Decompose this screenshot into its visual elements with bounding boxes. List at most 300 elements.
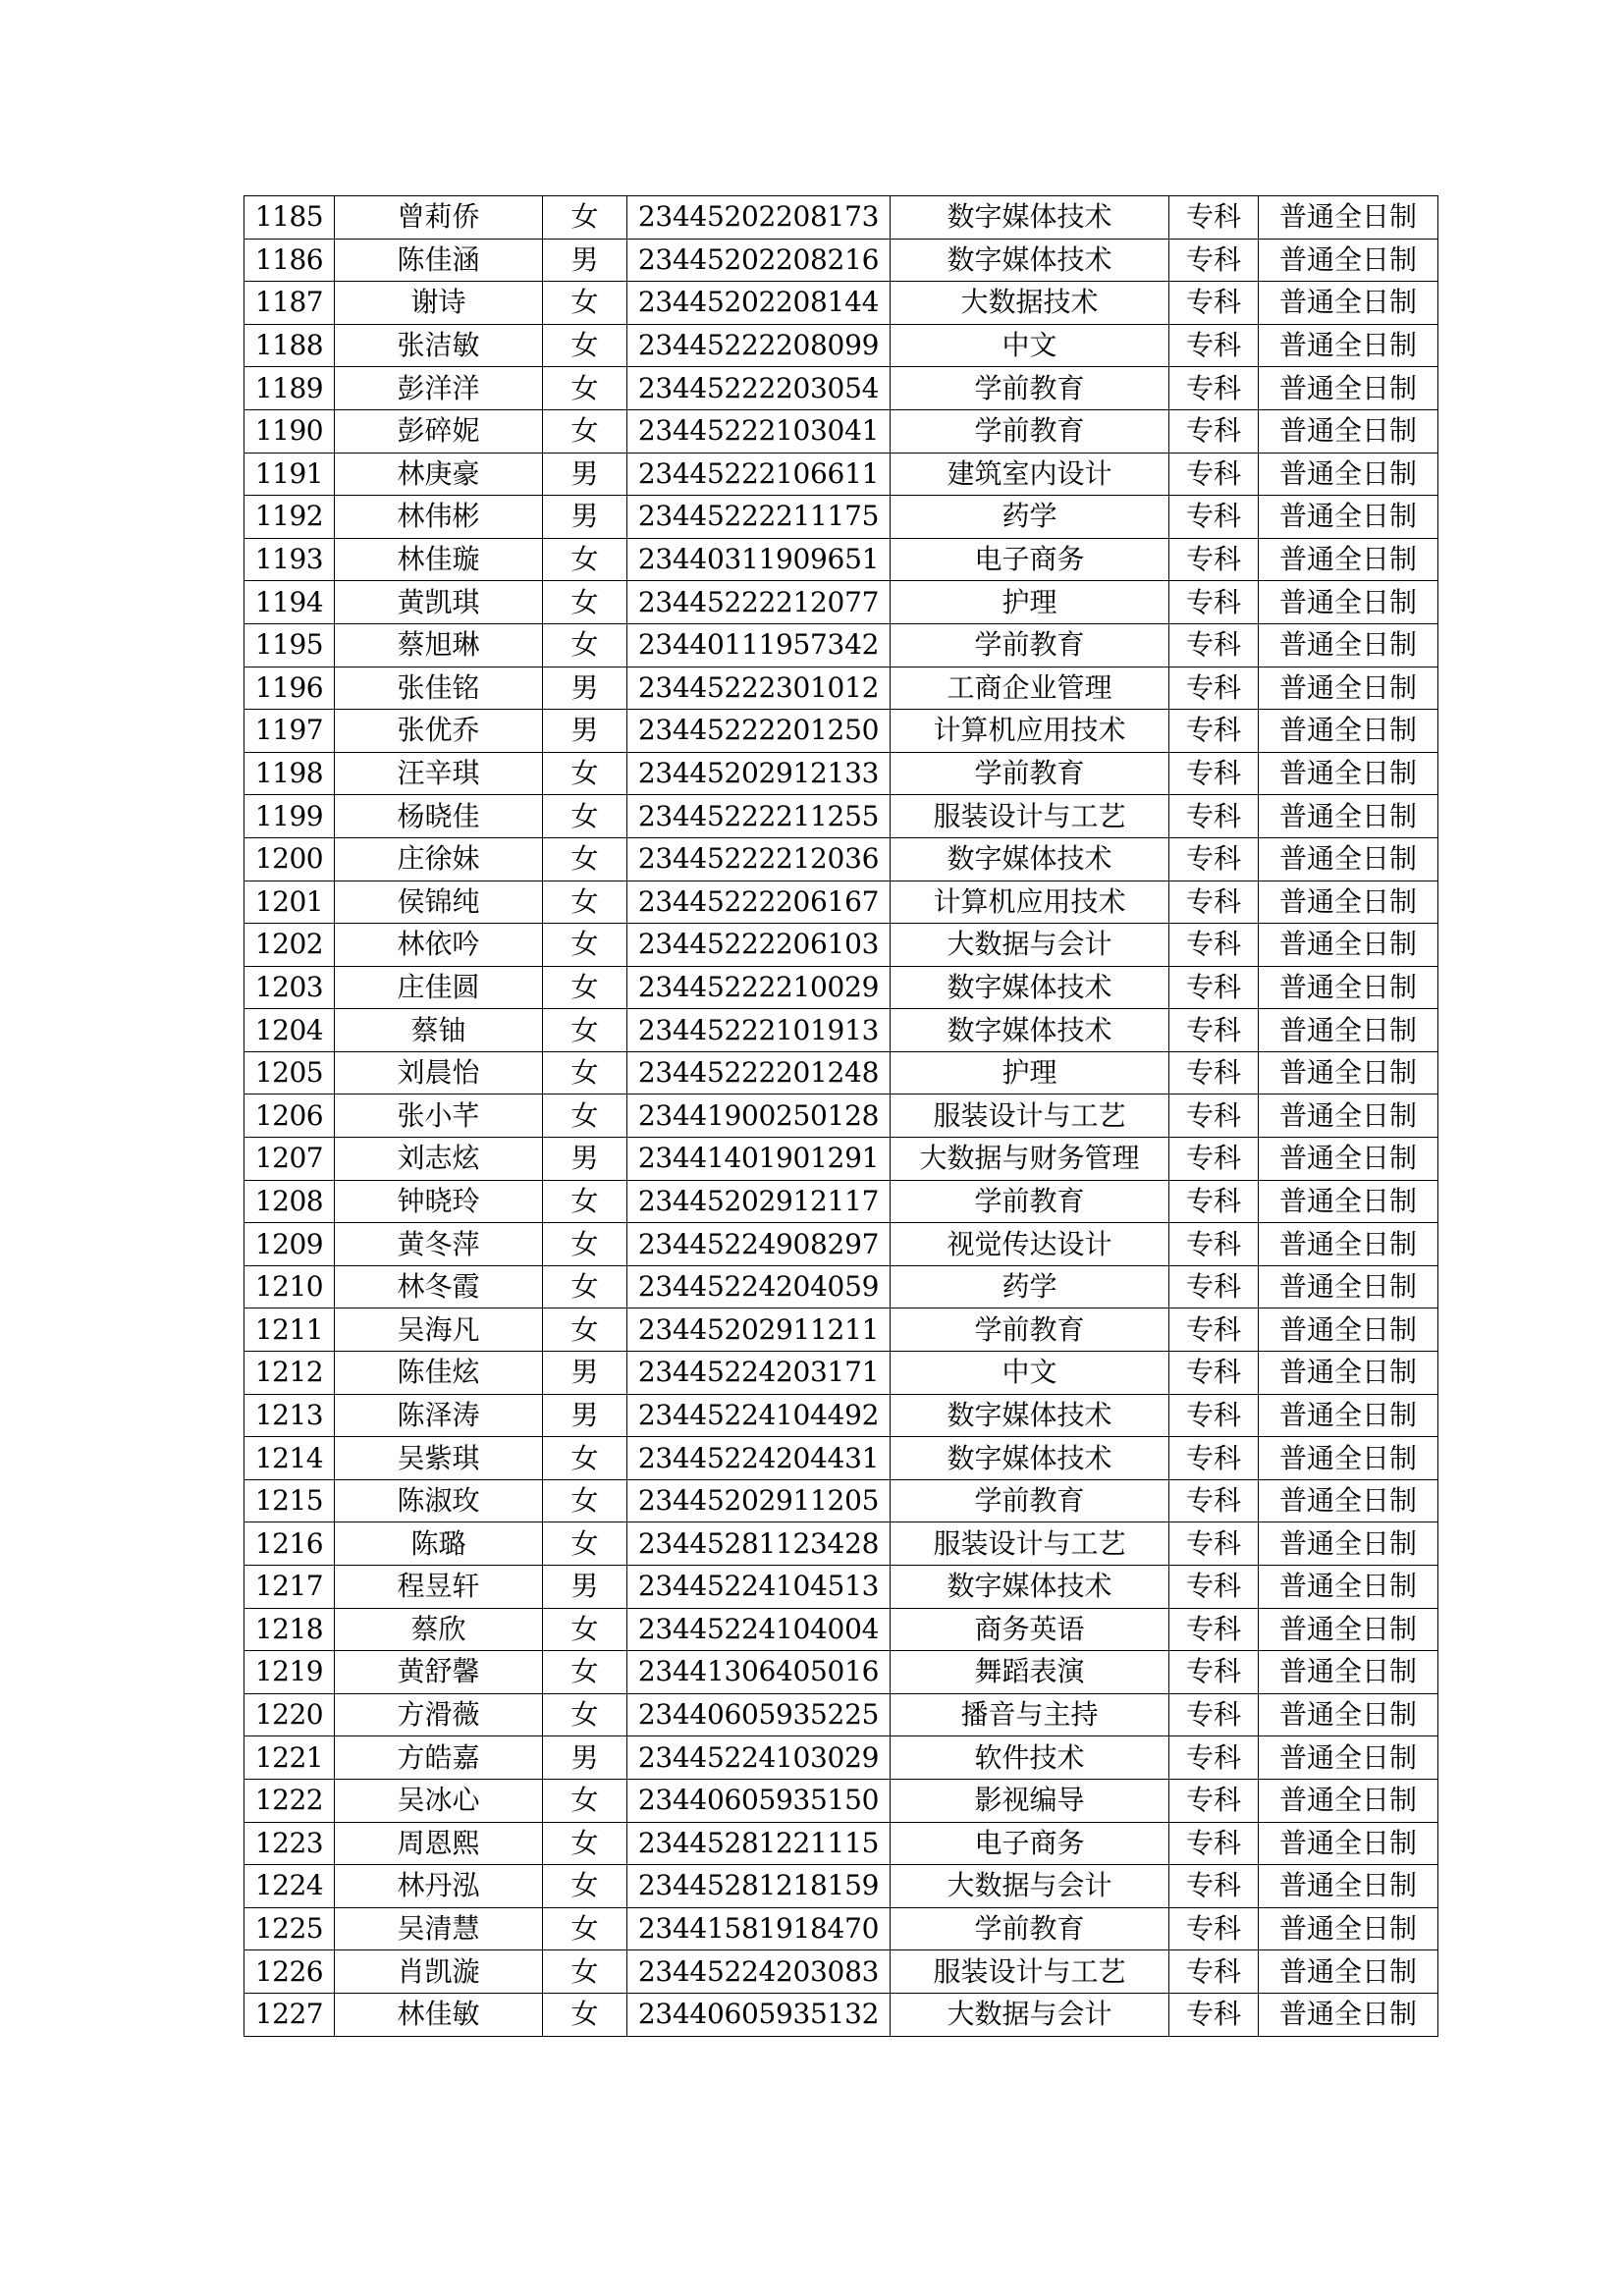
study-mode-cell: 普通全日制	[1259, 1352, 1438, 1395]
student-name-cell: 吴冰心	[335, 1779, 543, 1822]
table-row	[244, 1138, 1438, 1181]
major-cell: 建筑室内设计	[891, 453, 1169, 496]
gender-cell: 男	[543, 1736, 627, 1780]
exam-number-cell: 23445281218159	[627, 1865, 891, 1908]
student-name-cell: 林伟彬	[335, 496, 543, 539]
major-cell: 中文	[891, 1352, 1169, 1395]
table-row	[244, 1095, 1438, 1138]
major-cell: 数字媒体技术	[891, 1009, 1169, 1052]
major-cell: 视觉传达设计	[891, 1223, 1169, 1266]
row-number-cell: 1205	[244, 1051, 335, 1095]
table-row	[244, 837, 1438, 881]
major-cell: 影视编导	[891, 1779, 1169, 1822]
table-row	[244, 324, 1438, 367]
student-name-cell: 黄冬萍	[335, 1223, 543, 1266]
gender-cell: 女	[543, 1865, 627, 1908]
row-number-cell: 1211	[244, 1308, 335, 1352]
gender-cell: 男	[543, 1352, 627, 1395]
row-number-cell: 1226	[244, 1950, 335, 1994]
student-name-cell: 林佳敏	[335, 1993, 543, 2036]
major-cell: 药学	[891, 1265, 1169, 1308]
education-level-cell: 专科	[1169, 1223, 1259, 1266]
gender-cell: 女	[543, 623, 627, 667]
student-name-cell: 肖凯漩	[335, 1950, 543, 1994]
education-level-cell: 专科	[1169, 1095, 1259, 1138]
student-name-cell: 蔡旭琳	[335, 623, 543, 667]
major-cell: 大数据与会计	[891, 1865, 1169, 1908]
study-mode-cell: 普通全日制	[1259, 1950, 1438, 1994]
exam-number-cell: 23445202208216	[627, 239, 891, 282]
student-name-cell: 杨晓佳	[335, 795, 543, 838]
exam-number-cell: 23445222212077	[627, 581, 891, 624]
student-name-cell: 程昱轩	[335, 1566, 543, 1609]
table-row	[244, 1608, 1438, 1651]
table-row	[244, 1993, 1438, 2036]
study-mode-cell: 普通全日制	[1259, 1907, 1438, 1950]
study-mode-cell: 普通全日制	[1259, 538, 1438, 581]
row-number-cell: 1198	[244, 752, 335, 795]
study-mode-cell: 普通全日制	[1259, 1051, 1438, 1095]
student-roster-table	[244, 195, 1438, 2037]
education-level-cell: 专科	[1169, 1566, 1259, 1609]
study-mode-cell: 普通全日制	[1259, 1822, 1438, 1865]
row-number-cell: 1227	[244, 1993, 335, 2036]
exam-number-cell: 23445202912133	[627, 752, 891, 795]
table-row	[244, 1223, 1438, 1266]
education-level-cell: 专科	[1169, 1950, 1259, 1994]
education-level-cell: 专科	[1169, 1352, 1259, 1395]
row-number-cell: 1217	[244, 1566, 335, 1609]
education-level-cell: 专科	[1169, 752, 1259, 795]
student-name-cell: 蔡铀	[335, 1009, 543, 1052]
study-mode-cell: 普通全日制	[1259, 1479, 1438, 1522]
table-row	[244, 1907, 1438, 1950]
education-level-cell: 专科	[1169, 1437, 1259, 1480]
gender-cell: 女	[543, 1651, 627, 1694]
row-number-cell: 1192	[244, 496, 335, 539]
education-level-cell: 专科	[1169, 1051, 1259, 1095]
table-row	[244, 1651, 1438, 1694]
table-row	[244, 1352, 1438, 1395]
exam-number-cell: 23445222103041	[627, 409, 891, 453]
education-level-cell: 专科	[1169, 966, 1259, 1009]
table-row	[244, 1308, 1438, 1352]
row-number-cell: 1224	[244, 1865, 335, 1908]
gender-cell: 女	[543, 924, 627, 967]
education-level-cell: 专科	[1169, 324, 1259, 367]
exam-number-cell: 23441900250128	[627, 1095, 891, 1138]
study-mode-cell: 普通全日制	[1259, 496, 1438, 539]
study-mode-cell: 普通全日制	[1259, 453, 1438, 496]
education-level-cell: 专科	[1169, 1009, 1259, 1052]
student-name-cell: 彭碎妮	[335, 409, 543, 453]
study-mode-cell: 普通全日制	[1259, 1566, 1438, 1609]
study-mode-cell: 普通全日制	[1259, 795, 1438, 838]
major-cell: 服装设计与工艺	[891, 1095, 1169, 1138]
student-name-cell: 刘晨怡	[335, 1051, 543, 1095]
gender-cell: 女	[543, 1950, 627, 1994]
exam-number-cell: 23445222212036	[627, 837, 891, 881]
student-name-cell: 汪辛琪	[335, 752, 543, 795]
study-mode-cell: 普通全日制	[1259, 196, 1438, 240]
exam-number-cell: 23445224204059	[627, 1265, 891, 1308]
row-number-cell: 1212	[244, 1352, 335, 1395]
study-mode-cell: 普通全日制	[1259, 1779, 1438, 1822]
table-row	[244, 1566, 1438, 1609]
gender-cell: 女	[543, 1993, 627, 2036]
study-mode-cell: 普通全日制	[1259, 1009, 1438, 1052]
major-cell: 软件技术	[891, 1736, 1169, 1780]
row-number-cell: 1190	[244, 409, 335, 453]
education-level-cell: 专科	[1169, 239, 1259, 282]
exam-number-cell: 23441306405016	[627, 1651, 891, 1694]
exam-number-cell: 23440111957342	[627, 623, 891, 667]
study-mode-cell: 普通全日制	[1259, 324, 1438, 367]
gender-cell: 女	[543, 1693, 627, 1736]
gender-cell: 女	[543, 1822, 627, 1865]
row-number-cell: 1206	[244, 1095, 335, 1138]
major-cell: 学前教育	[891, 409, 1169, 453]
table-row	[244, 710, 1438, 753]
row-number-cell: 1223	[244, 1822, 335, 1865]
student-name-cell: 吴清慧	[335, 1907, 543, 1950]
major-cell: 中文	[891, 324, 1169, 367]
table-row	[244, 881, 1438, 924]
gender-cell: 女	[543, 1009, 627, 1052]
study-mode-cell: 普通全日制	[1259, 1394, 1438, 1437]
roster-body	[244, 196, 1438, 2037]
table-row	[244, 667, 1438, 710]
exam-number-cell: 23445202912117	[627, 1180, 891, 1223]
major-cell: 学前教育	[891, 1308, 1169, 1352]
student-name-cell: 张洁敏	[335, 324, 543, 367]
row-number-cell: 1222	[244, 1779, 335, 1822]
student-name-cell: 方皓嘉	[335, 1736, 543, 1780]
study-mode-cell: 普通全日制	[1259, 1865, 1438, 1908]
table-row	[244, 924, 1438, 967]
exam-number-cell: 23445281221115	[627, 1822, 891, 1865]
exam-number-cell: 23445222206167	[627, 881, 891, 924]
education-level-cell: 专科	[1169, 1907, 1259, 1950]
table-row	[244, 538, 1438, 581]
row-number-cell: 1221	[244, 1736, 335, 1780]
gender-cell: 女	[543, 1265, 627, 1308]
major-cell: 播音与主持	[891, 1693, 1169, 1736]
gender-cell: 女	[543, 538, 627, 581]
major-cell: 计算机应用技术	[891, 881, 1169, 924]
study-mode-cell: 普通全日制	[1259, 282, 1438, 325]
exam-number-cell: 23445222301012	[627, 667, 891, 710]
major-cell: 大数据与会计	[891, 924, 1169, 967]
student-name-cell: 钟晓玲	[335, 1180, 543, 1223]
row-number-cell: 1188	[244, 324, 335, 367]
row-number-cell: 1191	[244, 453, 335, 496]
study-mode-cell: 普通全日制	[1259, 367, 1438, 410]
student-name-cell: 刘志炫	[335, 1138, 543, 1181]
study-mode-cell: 普通全日制	[1259, 1138, 1438, 1181]
gender-cell: 男	[543, 239, 627, 282]
table-row	[244, 1693, 1438, 1736]
education-level-cell: 专科	[1169, 367, 1259, 410]
education-level-cell: 专科	[1169, 1308, 1259, 1352]
major-cell: 护理	[891, 581, 1169, 624]
row-number-cell: 1207	[244, 1138, 335, 1181]
major-cell: 舞蹈表演	[891, 1651, 1169, 1694]
education-level-cell: 专科	[1169, 837, 1259, 881]
exam-number-cell: 23445222101913	[627, 1009, 891, 1052]
major-cell: 大数据与财务管理	[891, 1138, 1169, 1181]
row-number-cell: 1210	[244, 1265, 335, 1308]
education-level-cell: 专科	[1169, 881, 1259, 924]
table-row	[244, 196, 1438, 240]
row-number-cell: 1189	[244, 367, 335, 410]
study-mode-cell: 普通全日制	[1259, 1651, 1438, 1694]
education-level-cell: 专科	[1169, 924, 1259, 967]
education-level-cell: 专科	[1169, 496, 1259, 539]
gender-cell: 女	[543, 1522, 627, 1566]
major-cell: 计算机应用技术	[891, 710, 1169, 753]
exam-number-cell: 23445202911211	[627, 1308, 891, 1352]
exam-number-cell: 23445202208144	[627, 282, 891, 325]
gender-cell: 女	[543, 1779, 627, 1822]
table-row	[244, 581, 1438, 624]
study-mode-cell: 普通全日制	[1259, 881, 1438, 924]
student-name-cell: 黄凯琪	[335, 581, 543, 624]
study-mode-cell: 普通全日制	[1259, 1180, 1438, 1223]
table-row	[244, 1736, 1438, 1780]
education-level-cell: 专科	[1169, 282, 1259, 325]
major-cell: 学前教育	[891, 752, 1169, 795]
table-row	[244, 453, 1438, 496]
student-name-cell: 方滑薇	[335, 1693, 543, 1736]
row-number-cell: 1213	[244, 1394, 335, 1437]
row-number-cell: 1199	[244, 795, 335, 838]
study-mode-cell: 普通全日制	[1259, 239, 1438, 282]
gender-cell: 女	[543, 837, 627, 881]
table-row	[244, 282, 1438, 325]
gender-cell: 女	[543, 324, 627, 367]
gender-cell: 女	[543, 1095, 627, 1138]
exam-number-cell: 23445222203054	[627, 367, 891, 410]
table-row	[244, 1265, 1438, 1308]
row-number-cell: 1219	[244, 1651, 335, 1694]
student-name-cell: 陈佳炫	[335, 1352, 543, 1395]
exam-number-cell: 23445222201248	[627, 1051, 891, 1095]
study-mode-cell: 普通全日制	[1259, 1522, 1438, 1566]
major-cell: 学前教育	[891, 623, 1169, 667]
education-level-cell: 专科	[1169, 1265, 1259, 1308]
study-mode-cell: 普通全日制	[1259, 1223, 1438, 1266]
gender-cell: 女	[543, 1907, 627, 1950]
exam-number-cell: 23445224104513	[627, 1566, 891, 1609]
major-cell: 工商企业管理	[891, 667, 1169, 710]
exam-number-cell: 23440311909651	[627, 538, 891, 581]
gender-cell: 女	[543, 881, 627, 924]
exam-number-cell: 23445222206103	[627, 924, 891, 967]
gender-cell: 男	[543, 453, 627, 496]
student-name-cell: 谢诗	[335, 282, 543, 325]
exam-number-cell: 23445222208099	[627, 324, 891, 367]
study-mode-cell: 普通全日制	[1259, 581, 1438, 624]
education-level-cell: 专科	[1169, 538, 1259, 581]
table-row	[244, 1479, 1438, 1522]
exam-number-cell: 23445202208173	[627, 196, 891, 240]
gender-cell: 男	[543, 667, 627, 710]
exam-number-cell: 23445222211255	[627, 795, 891, 838]
gender-cell: 女	[543, 966, 627, 1009]
gender-cell: 女	[543, 1608, 627, 1651]
education-level-cell: 专科	[1169, 409, 1259, 453]
table-row	[244, 367, 1438, 410]
education-level-cell: 专科	[1169, 1736, 1259, 1780]
row-number-cell: 1203	[244, 966, 335, 1009]
row-number-cell: 1214	[244, 1437, 335, 1480]
student-name-cell: 庄徐妹	[335, 837, 543, 881]
table-row	[244, 752, 1438, 795]
education-level-cell: 专科	[1169, 196, 1259, 240]
education-level-cell: 专科	[1169, 1608, 1259, 1651]
table-row	[244, 1865, 1438, 1908]
exam-number-cell: 23440605935225	[627, 1693, 891, 1736]
row-number-cell: 1197	[244, 710, 335, 753]
gender-cell: 女	[543, 282, 627, 325]
study-mode-cell: 普通全日制	[1259, 1608, 1438, 1651]
gender-cell: 女	[543, 1308, 627, 1352]
gender-cell: 女	[543, 1437, 627, 1480]
row-number-cell: 1208	[244, 1180, 335, 1223]
major-cell: 数字媒体技术	[891, 837, 1169, 881]
gender-cell: 女	[543, 1051, 627, 1095]
table-row	[244, 795, 1438, 838]
student-name-cell: 曾莉侨	[335, 196, 543, 240]
gender-cell: 男	[543, 1394, 627, 1437]
major-cell: 学前教育	[891, 1180, 1169, 1223]
study-mode-cell: 普通全日制	[1259, 667, 1438, 710]
gender-cell: 男	[543, 496, 627, 539]
table-row	[244, 1779, 1438, 1822]
gender-cell: 女	[543, 1479, 627, 1522]
exam-number-cell: 23445222210029	[627, 966, 891, 1009]
study-mode-cell: 普通全日制	[1259, 1308, 1438, 1352]
major-cell: 电子商务	[891, 1822, 1169, 1865]
gender-cell: 女	[543, 367, 627, 410]
major-cell: 大数据与会计	[891, 1993, 1169, 2036]
education-level-cell: 专科	[1169, 1822, 1259, 1865]
student-name-cell: 林冬霞	[335, 1265, 543, 1308]
table-row	[244, 496, 1438, 539]
study-mode-cell: 普通全日制	[1259, 924, 1438, 967]
table-row	[244, 1437, 1438, 1480]
student-name-cell: 陈淑玫	[335, 1479, 543, 1522]
education-level-cell: 专科	[1169, 795, 1259, 838]
education-level-cell: 专科	[1169, 1522, 1259, 1566]
row-number-cell: 1216	[244, 1522, 335, 1566]
gender-cell: 男	[543, 710, 627, 753]
row-number-cell: 1202	[244, 924, 335, 967]
major-cell: 数字媒体技术	[891, 1394, 1169, 1437]
exam-number-cell: 23445202911205	[627, 1479, 891, 1522]
major-cell: 服装设计与工艺	[891, 1950, 1169, 1994]
major-cell: 药学	[891, 496, 1169, 539]
gender-cell: 女	[543, 409, 627, 453]
exam-number-cell: 23445224203171	[627, 1352, 891, 1395]
student-name-cell: 陈璐	[335, 1522, 543, 1566]
student-name-cell: 周恩熙	[335, 1822, 543, 1865]
education-level-cell: 专科	[1169, 710, 1259, 753]
table-row	[244, 1180, 1438, 1223]
education-level-cell: 专科	[1169, 1479, 1259, 1522]
major-cell: 数字媒体技术	[891, 1566, 1169, 1609]
major-cell: 学前教育	[891, 367, 1169, 410]
row-number-cell: 1195	[244, 623, 335, 667]
study-mode-cell: 普通全日制	[1259, 752, 1438, 795]
study-mode-cell: 普通全日制	[1259, 1693, 1438, 1736]
student-name-cell: 张优乔	[335, 710, 543, 753]
exam-number-cell: 23440605935132	[627, 1993, 891, 2036]
education-level-cell: 专科	[1169, 453, 1259, 496]
education-level-cell: 专科	[1169, 623, 1259, 667]
table-row	[244, 1009, 1438, 1052]
student-name-cell: 林佳璇	[335, 538, 543, 581]
gender-cell: 女	[543, 752, 627, 795]
gender-cell: 女	[543, 1180, 627, 1223]
student-name-cell: 侯锦纯	[335, 881, 543, 924]
row-number-cell: 1225	[244, 1907, 335, 1950]
exam-number-cell: 23445224908297	[627, 1223, 891, 1266]
exam-number-cell: 23445222211175	[627, 496, 891, 539]
study-mode-cell: 普通全日制	[1259, 1993, 1438, 2036]
major-cell: 护理	[891, 1051, 1169, 1095]
major-cell: 电子商务	[891, 538, 1169, 581]
major-cell: 数字媒体技术	[891, 966, 1169, 1009]
study-mode-cell: 普通全日制	[1259, 1265, 1438, 1308]
row-number-cell: 1187	[244, 282, 335, 325]
study-mode-cell: 普通全日制	[1259, 1736, 1438, 1780]
gender-cell: 女	[543, 795, 627, 838]
education-level-cell: 专科	[1169, 581, 1259, 624]
table-row	[244, 623, 1438, 667]
row-number-cell: 1196	[244, 667, 335, 710]
study-mode-cell: 普通全日制	[1259, 623, 1438, 667]
table-row	[244, 966, 1438, 1009]
student-name-cell: 吴紫琪	[335, 1437, 543, 1480]
student-name-cell: 张小芊	[335, 1095, 543, 1138]
table-row	[244, 1950, 1438, 1994]
student-name-cell: 张佳铭	[335, 667, 543, 710]
exam-number-cell: 23445222201250	[627, 710, 891, 753]
exam-number-cell: 23441581918470	[627, 1907, 891, 1950]
student-name-cell: 陈泽涛	[335, 1394, 543, 1437]
education-level-cell: 专科	[1169, 1993, 1259, 2036]
education-level-cell: 专科	[1169, 1693, 1259, 1736]
education-level-cell: 专科	[1169, 1865, 1259, 1908]
row-number-cell: 1200	[244, 837, 335, 881]
row-number-cell: 1204	[244, 1009, 335, 1052]
row-number-cell: 1186	[244, 239, 335, 282]
row-number-cell: 1218	[244, 1608, 335, 1651]
study-mode-cell: 普通全日制	[1259, 710, 1438, 753]
major-cell: 学前教育	[891, 1907, 1169, 1950]
major-cell: 服装设计与工艺	[891, 795, 1169, 838]
exam-number-cell: 23440605935150	[627, 1779, 891, 1822]
exam-number-cell: 23445224103029	[627, 1736, 891, 1780]
major-cell: 商务英语	[891, 1608, 1169, 1651]
student-name-cell: 黄舒馨	[335, 1651, 543, 1694]
education-level-cell: 专科	[1169, 667, 1259, 710]
student-name-cell: 吴海凡	[335, 1308, 543, 1352]
major-cell: 服装设计与工艺	[891, 1522, 1169, 1566]
table-row	[244, 239, 1438, 282]
